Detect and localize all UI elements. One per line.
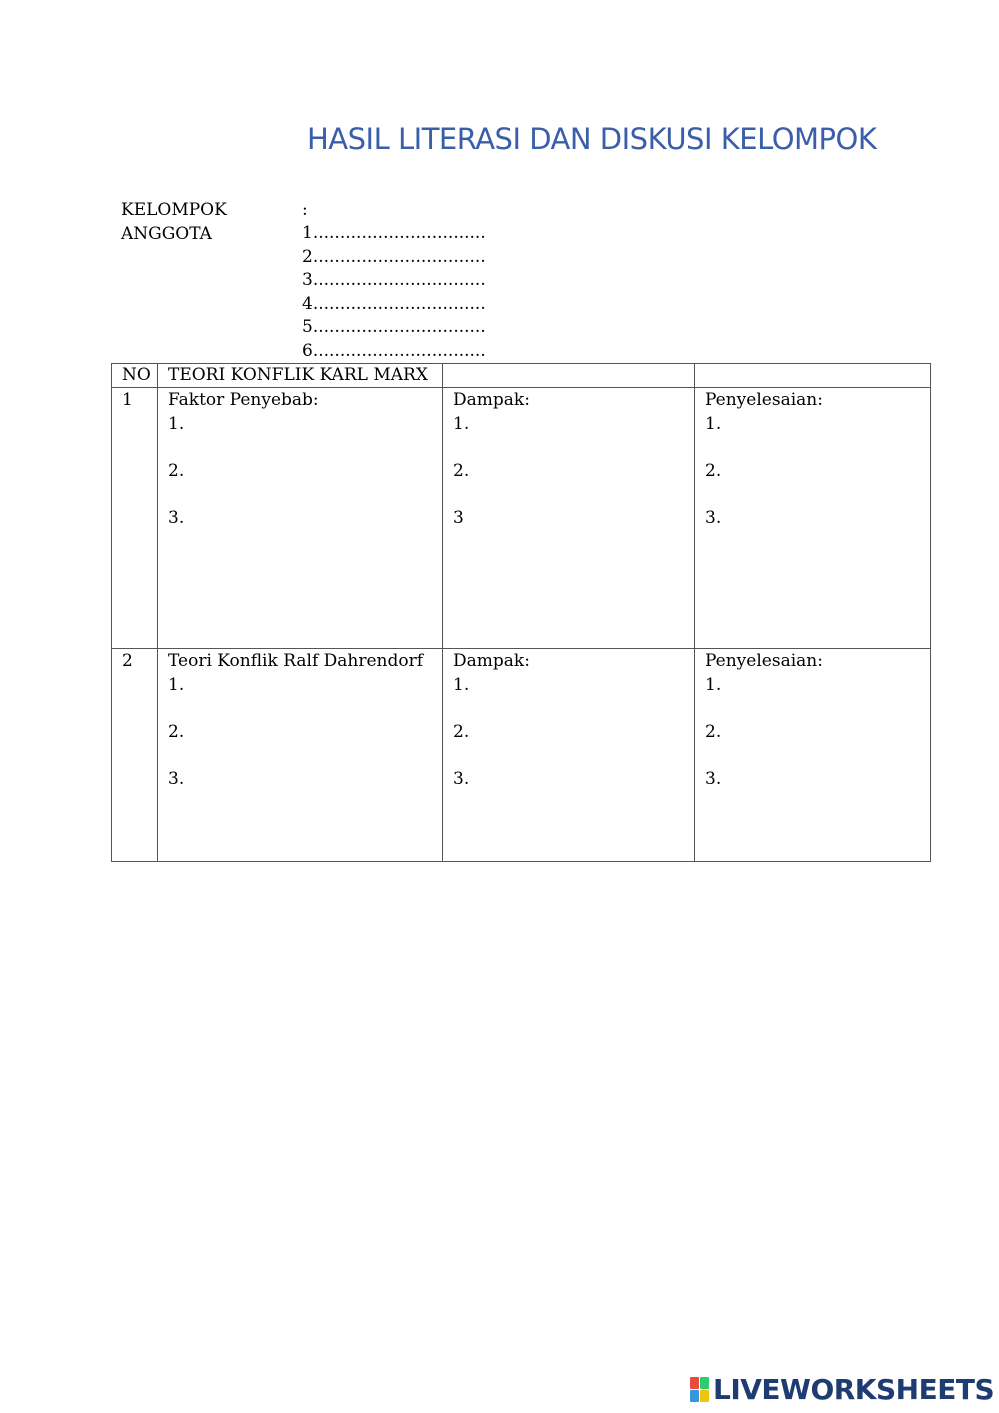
kelompok-label: KELOMPOK [121,200,227,220]
page-title: HASIL LITERASI DAN DISKUSI KELOMPOK [307,122,877,156]
solution-item[interactable]: 2. [705,722,722,742]
solution-title: Penyelesaian: [705,390,823,410]
logo-block [690,1377,699,1389]
impact-item[interactable]: 3. [453,769,470,789]
impact-item[interactable]: 2. [453,722,470,742]
header-blank-2 [695,364,931,388]
solution-cell[interactable] [695,649,931,862]
worksheet-table [111,363,931,862]
member-line-3[interactable]: 3................................ [302,270,486,290]
header-no: NO [112,364,158,388]
member-line-5[interactable]: 5................................ [302,317,486,337]
impact-cell[interactable] [443,649,695,862]
cause-item[interactable]: 3. [168,769,185,789]
impact-cell[interactable] [443,388,695,649]
cause-cell[interactable] [158,388,443,649]
cause-cell[interactable] [158,649,443,862]
member-line-1[interactable]: 1................................ [302,223,486,243]
impact-title: Dampak: [453,651,530,671]
logo-block [690,1390,699,1402]
cause-title: Teori Konflik Ralf Dahrendorf [168,651,424,671]
header-topic: TEORI KONFLIK KARL MARX [158,364,443,388]
liveworksheets-logo [690,1373,994,1406]
table-row [112,388,931,649]
logo-block [700,1377,709,1389]
row-number: 1 [112,388,158,649]
cause-item[interactable]: 1. [168,675,185,695]
member-line-2[interactable]: 2................................ [302,246,486,267]
cause-title: Faktor Penyebab: [168,390,319,410]
row-number: 2 [112,649,158,862]
cause-item[interactable]: 1. [168,414,185,434]
cause-item[interactable]: 2. [168,461,185,481]
impact-item[interactable]: 1. [453,675,470,695]
member-line-6[interactable]: 6................................ [302,340,486,361]
logo-text: LIVEWORKSHEETS [713,1373,995,1406]
impact-item[interactable]: 1. [453,414,470,434]
impact-item[interactable]: 3 [453,508,464,528]
table-header-row [112,364,931,388]
anggota-label: ANGGOTA [121,224,212,244]
member-list [302,222,486,363]
solution-title: Penyelesaian: [705,651,823,671]
header-blank-1 [443,364,695,388]
cause-item[interactable]: 2. [168,722,185,742]
solution-item[interactable]: 1. [705,675,722,695]
solution-item[interactable]: 1. [705,414,722,434]
solution-cell[interactable] [695,388,931,649]
logo-block [700,1390,709,1402]
cause-item[interactable]: 3. [168,508,185,528]
kelompok-colon: : [302,200,308,220]
impact-title: Dampak: [453,390,530,410]
table-row [112,649,931,862]
impact-item[interactable]: 2. [453,461,470,481]
solution-item[interactable]: 2. [705,461,722,481]
solution-item[interactable]: 3. [705,769,722,789]
member-line-4[interactable]: 4................................ [302,293,486,314]
solution-item[interactable]: 3. [705,508,722,528]
logo-blocks-icon [690,1377,709,1402]
